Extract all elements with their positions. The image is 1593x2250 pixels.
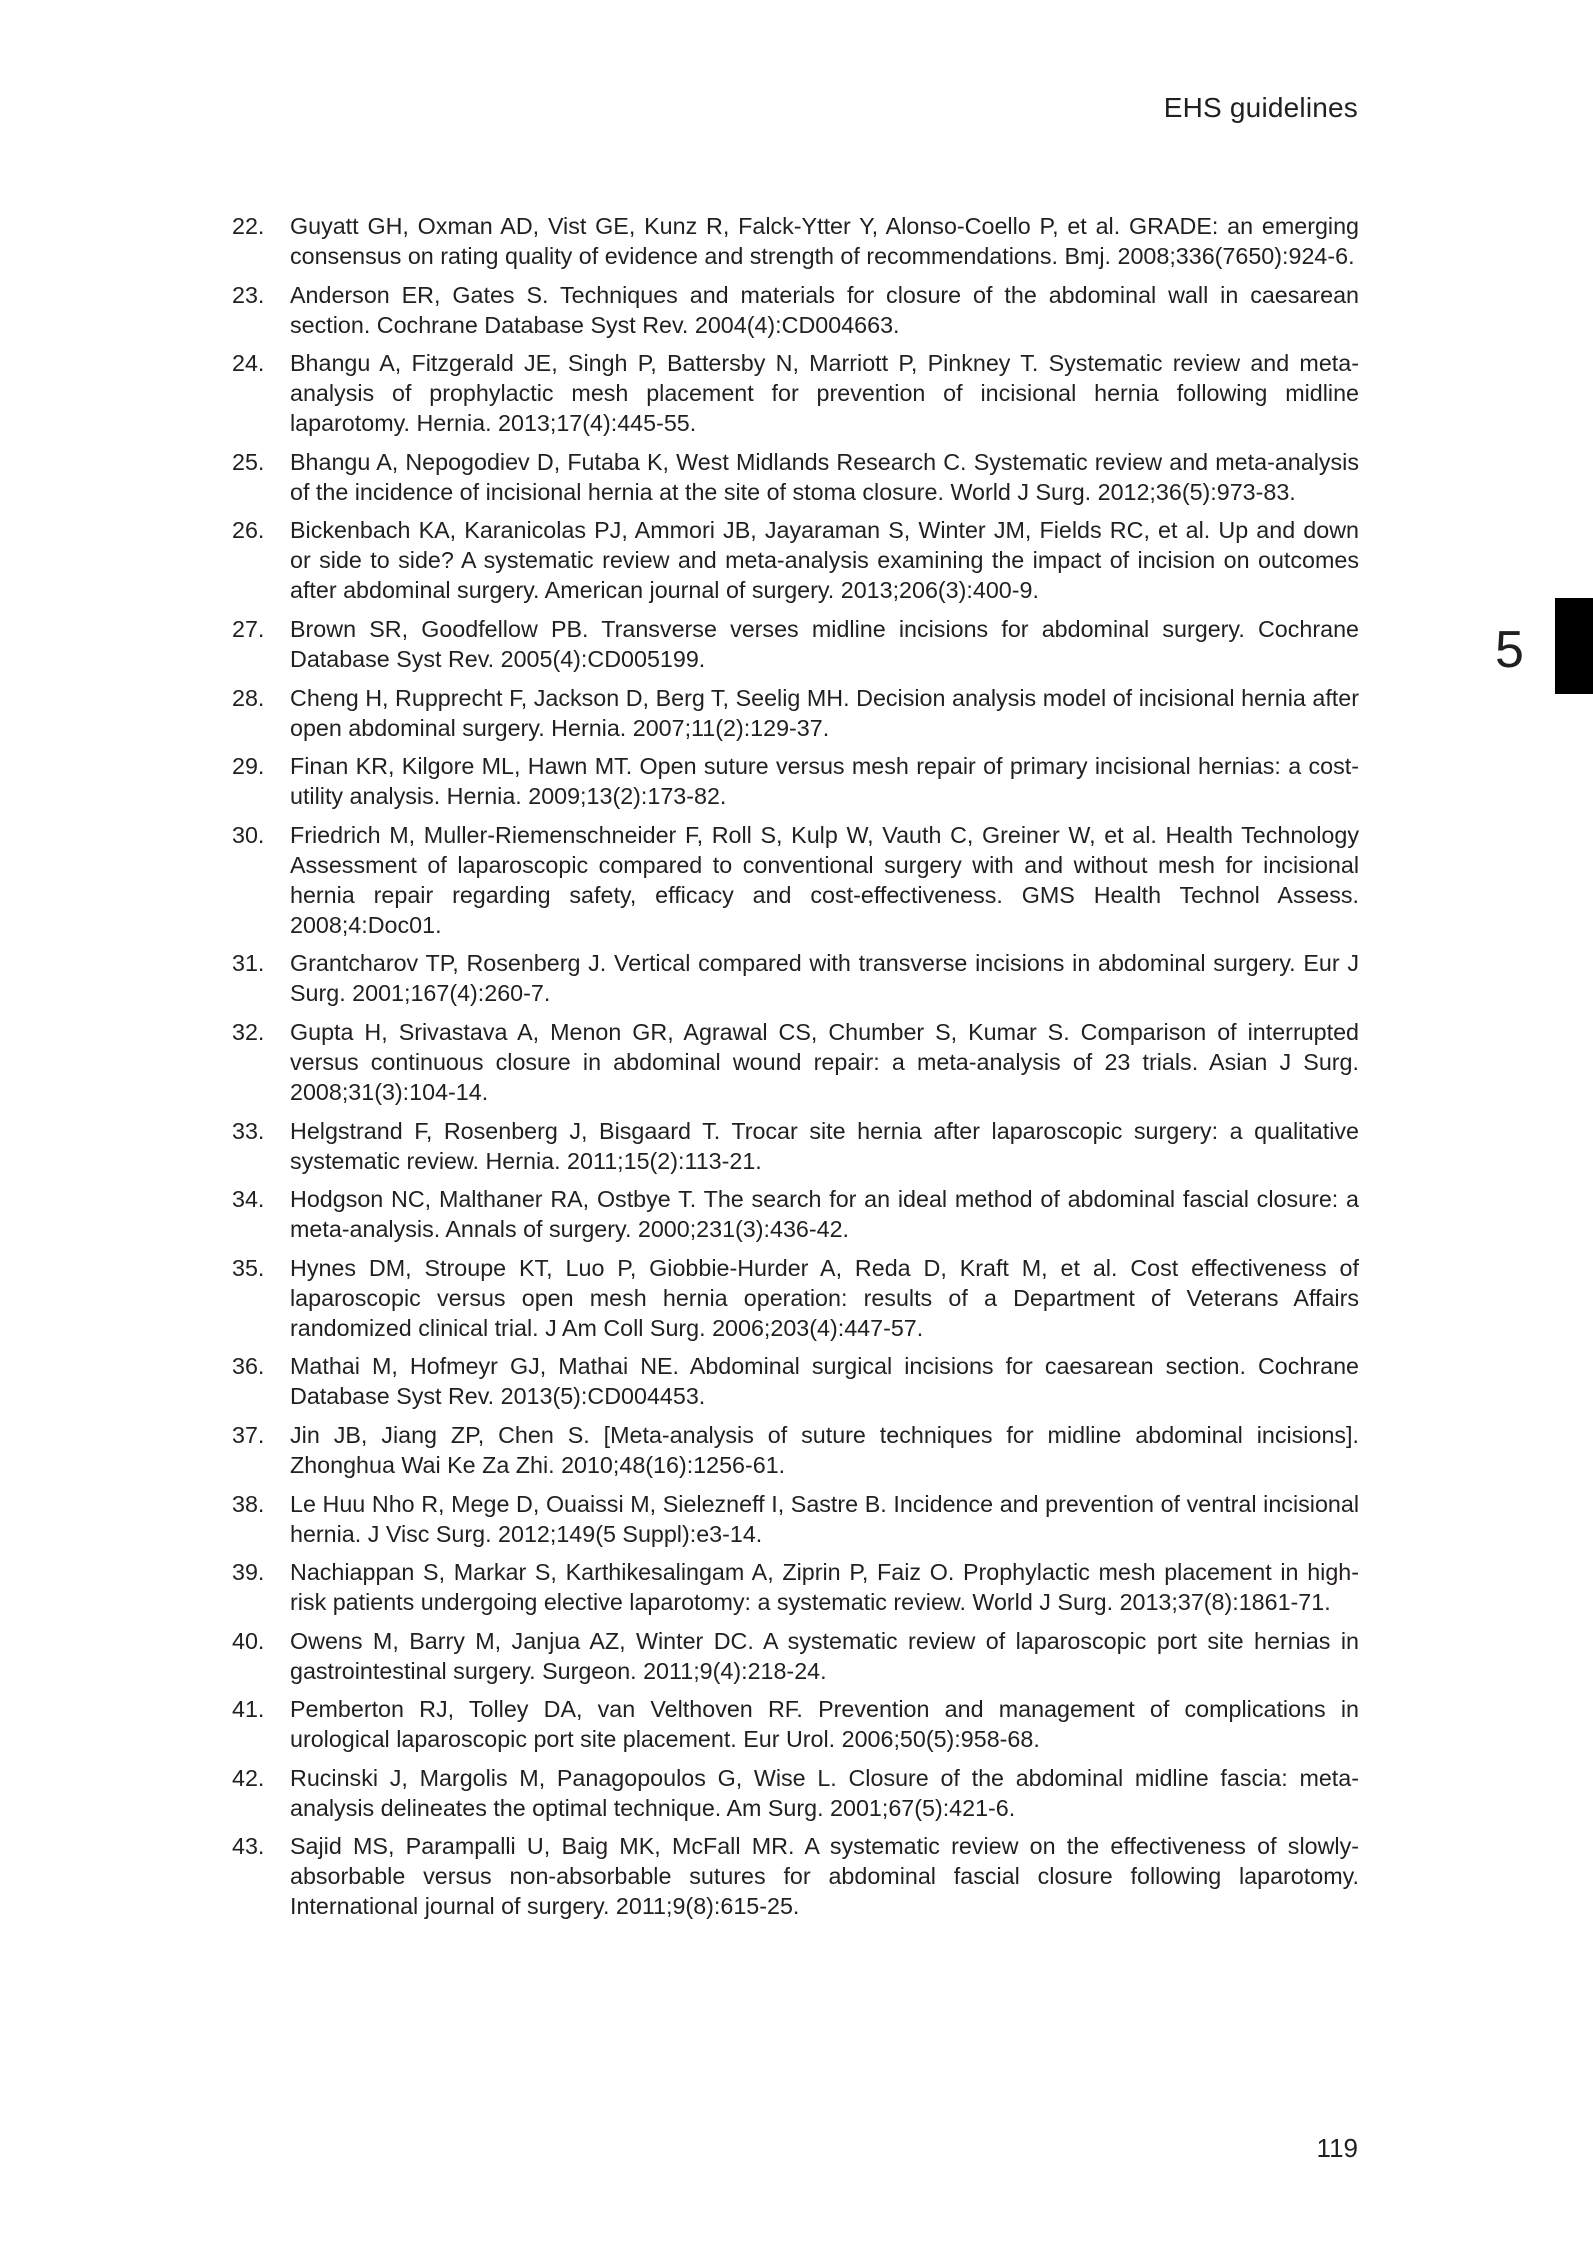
reference-item bbox=[232, 211, 1359, 271]
reference-text: Brown SR, Goodfellow PB. Transverse verses midline incisions for abdominal surgery. Cochrane Database Syst Rev. 2005(4):CD005199. bbox=[290, 615, 1359, 672]
reference-text: Bhangu A, Fitzgerald JE, Singh P, Battersby N, Marriott P, Pinkney T. Systematic review and meta-analysis of prophylactic mesh placement for prevention of incisional hernia following midline laparotomy. Hernia. 2013;17(4):445-55. bbox=[290, 350, 1359, 437]
reference-item bbox=[232, 1351, 1359, 1411]
reference-text: Mathai M, Hofmeyr GJ, Mathai NE. Abdominal surgical incisions for caesarean section. Cochrane Database Syst Rev. 2013(5):CD004453. bbox=[290, 1353, 1359, 1410]
reference-text: Sajid MS, Parampalli U, Baig MK, McFall MR. A systematic review on the effectiveness of slowly-absorbable versus non-absorbable sutures for abdominal fascial closure following laparotomy. International journal of surgery. 2011;9(8):615-25. bbox=[290, 1833, 1359, 1920]
reference-item bbox=[232, 820, 1359, 940]
reference-text: Finan KR, Kilgore ML, Hawn MT. Open suture versus mesh repair of primary incisional hernias: a cost-utility analysis. Hernia. 2009;13(2):173-82. bbox=[290, 753, 1359, 810]
reference-number: 34. bbox=[232, 1186, 265, 1213]
reference-text: Hynes DM, Stroupe KT, Luo P, Giobbie-Hurder A, Reda D, Kraft M, et al. Cost effectiveness of laparoscopic versus open mesh hernia operation: results of a Department of Veterans Affairs randomized clinical trial. J Am Coll Surg. 2006;203(4):447-57. bbox=[290, 1254, 1359, 1341]
reference-item bbox=[232, 515, 1359, 605]
reference-list bbox=[232, 211, 1359, 1930]
reference-number: 33. bbox=[232, 1117, 265, 1144]
reference-number: 29. bbox=[232, 753, 265, 780]
reference-text: Gupta H, Srivastava A, Menon GR, Agrawal CS, Chumber S, Kumar S. Comparison of interrupted versus continuous closure in abdominal wound repair: a meta-analysis of 23 trials. Asian J Surg. 2008;31(3):104-14. bbox=[290, 1018, 1359, 1105]
reference-number: 22. bbox=[232, 213, 265, 239]
chapter-number: 5 bbox=[1495, 621, 1524, 679]
reference-number: 37. bbox=[232, 1421, 265, 1448]
reference-number: 43. bbox=[232, 1833, 265, 1860]
reference-text: Cheng H, Rupprecht F, Jackson D, Berg T, Seelig MH. Decision analysis model of incisional hernia after open abdominal surgery. Hernia. 2007;11(2):129-37. bbox=[290, 684, 1359, 741]
reference-number: 39. bbox=[232, 1559, 265, 1586]
reference-item bbox=[232, 751, 1359, 811]
reference-item bbox=[232, 1763, 1359, 1823]
reference-text: Pemberton RJ, Tolley DA, van Velthoven RF. Prevention and management of complications in urological laparoscopic port site placement. Eur Urol. 2006;50(5):958-68. bbox=[290, 1696, 1359, 1753]
reference-item bbox=[232, 280, 1359, 340]
reference-number: 26. bbox=[232, 517, 265, 544]
reference-text: Rucinski J, Margolis M, Panagopoulos G, Wise L. Closure of the abdominal midline fascia: meta-analysis delineates the optimal technique. Am Surg. 2001;67(5):421-6. bbox=[290, 1764, 1359, 1821]
reference-item bbox=[232, 683, 1359, 743]
page-number: 119 bbox=[1316, 2133, 1358, 2163]
reference-number: 42. bbox=[232, 1764, 265, 1791]
reference-number: 24. bbox=[232, 350, 265, 377]
reference-text: Hodgson NC, Malthaner RA, Ostbye T. The search for an ideal method of abdominal fascial closure: a meta-analysis. Annals of surgery. 2000;231(3):436-42. bbox=[290, 1186, 1359, 1243]
reference-number: 30. bbox=[232, 821, 265, 848]
reference-number: 36. bbox=[232, 1353, 265, 1380]
reference-item bbox=[232, 1420, 1359, 1480]
reference-text: Helgstrand F, Rosenberg J, Bisgaard T. Trocar site hernia after laparoscopic surgery: a qualitative systematic review. Hernia. 2011;15(2):113-21. bbox=[290, 1117, 1359, 1174]
reference-number: 35. bbox=[232, 1254, 265, 1281]
reference-item bbox=[232, 1184, 1359, 1244]
reference-text: Anderson ER, Gates S. Techniques and materials for closure of the abdominal wall in caesarean section. Cochrane Database Syst Rev. 2004(4):CD004663. bbox=[290, 281, 1359, 338]
reference-item bbox=[232, 1116, 1359, 1176]
reference-item bbox=[232, 1831, 1359, 1921]
reference-number: 27. bbox=[232, 615, 265, 642]
reference-item bbox=[232, 1489, 1359, 1549]
reference-item bbox=[232, 614, 1359, 674]
reference-text: Le Huu Nho R, Mege D, Ouaissi M, Sielezneff I, Sastre B. Incidence and prevention of ventral incisional hernia. J Visc Surg. 2012;149(5 Suppl):e3-14. bbox=[290, 1490, 1359, 1547]
reference-item bbox=[232, 1694, 1359, 1754]
reference-item bbox=[232, 948, 1359, 1008]
reference-number: 40. bbox=[232, 1627, 265, 1654]
reference-number: 28. bbox=[232, 684, 265, 711]
reference-number: 41. bbox=[232, 1696, 265, 1723]
reference-text: Bhangu A, Nepogodiev D, Futaba K, West Midlands Research C. Systematic review and meta-analysis of the incidence of incisional hernia at the site of stoma closure. World J Surg. 2012;36(5):973-83. bbox=[290, 448, 1359, 505]
reference-number: 31. bbox=[232, 950, 265, 977]
reference-item bbox=[232, 447, 1359, 507]
reference-text: Owens M, Barry M, Janjua AZ, Winter DC. A systematic review of laparoscopic port site hernias in gastrointestinal surgery. Surgeon. 2011;9(4):218-24. bbox=[290, 1627, 1359, 1684]
reference-text: Nachiappan S, Markar S, Karthikesalingam A, Ziprin P, Faiz O. Prophylactic mesh placement in high-risk patients undergoing elective laparotomy: a systematic review. World J Surg. 2013;37(8):1861-71. bbox=[290, 1559, 1359, 1616]
reference-number: 25. bbox=[232, 448, 265, 475]
reference-item bbox=[232, 1557, 1359, 1617]
reference-item bbox=[232, 1626, 1359, 1686]
reference-text: Bickenbach KA, Karanicolas PJ, Ammori JB, Jayaraman S, Winter JM, Fields RC, et al. Up and down or side to side? A systematic review and meta-analysis examining the impact of incision on outcomes after abdominal surgery. American journal of surgery. 2013;206(3):400-9. bbox=[290, 517, 1359, 604]
chapter-tab-marker bbox=[1555, 598, 1593, 694]
reference-text: Jin JB, Jiang ZP, Chen S. [Meta-analysis of suture techniques for midline abdominal incisions]. Zhonghua Wai Ke Za Zhi. 2010;48(16):1256-61. bbox=[290, 1421, 1359, 1478]
running-header-title: EHS guidelines bbox=[1163, 92, 1358, 123]
reference-text: Grantcharov TP, Rosenberg J. Vertical compared with transverse incisions in abdominal surgery. Eur J Surg. 2001;167(4):260-7. bbox=[290, 950, 1359, 1007]
reference-item bbox=[232, 1017, 1359, 1107]
reference-text: Friedrich M, Muller-Riemenschneider F, Roll S, Kulp W, Vauth C, Greiner W, et al. Health Technology Assessment of laparoscopic compared to conventional surgery with and without mesh for incisional hernia repair regarding safety, efficacy and cost-effectiveness. GMS Health Technol Assess. 2008;4:Doc01. bbox=[290, 821, 1359, 938]
reference-item bbox=[232, 1253, 1359, 1343]
reference-number: 38. bbox=[232, 1490, 265, 1517]
reference-number: 32. bbox=[232, 1018, 265, 1045]
reference-text: Guyatt GH, Oxman AD, Vist GE, Kunz R, Falck-Ytter Y, Alonso-Coello P, et al. GRADE: an emerging consensus on rating quality of evidence and strength of recommendations. Bmj. 2008;336(7650):924-6. bbox=[290, 213, 1359, 269]
reference-item bbox=[232, 348, 1359, 438]
reference-number: 23. bbox=[232, 281, 265, 308]
